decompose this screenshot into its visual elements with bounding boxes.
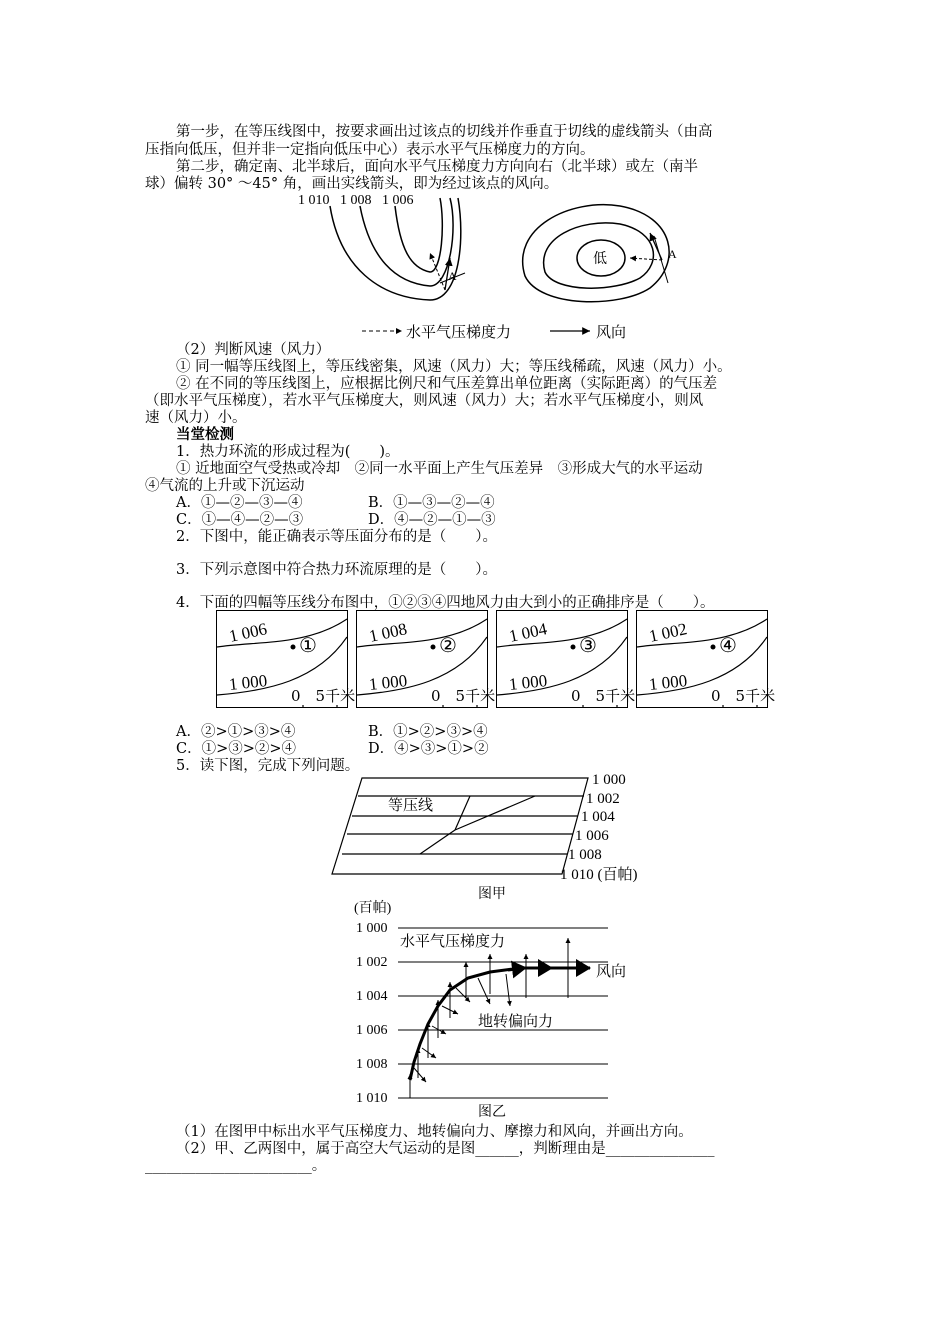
- step1-line2: 压指向低压，但并非一定指向低压中心）表示水平气压梯度力的方向。: [145, 142, 595, 158]
- map-top-label: 1 008: [367, 619, 409, 646]
- jia-isobar-1010: 1 010 (百帕): [560, 867, 638, 883]
- q1: 1．热力环流的形成过程为( )。: [176, 444, 400, 460]
- q1-option-b: B．①—③—②—④: [368, 495, 495, 511]
- s2-title: （2）判断风速（风力）: [176, 342, 331, 358]
- q1-option-a: A．①—②—③—④: [176, 495, 303, 511]
- yi-label-wind: 风向: [596, 964, 627, 980]
- jia-isobar-1002: 1 002: [586, 791, 620, 807]
- map-scale-label: 0 5千米: [431, 687, 496, 705]
- map-point-label: ③: [579, 633, 597, 657]
- q2: 2．下图中，能正确表示等压面分布的是（ ）。: [176, 529, 497, 545]
- q4-option-a: A．②>①>③>④: [176, 724, 296, 740]
- q3: 3．下列示意图中符合热力环流原理的是（ ）。: [176, 562, 497, 578]
- yi-label-coriolis: 地转偏向力: [478, 1014, 554, 1030]
- figure-yi: [350, 898, 630, 1120]
- map-point-label: ④: [719, 633, 737, 657]
- yi-ylabel-1000: 1 000: [356, 921, 388, 936]
- low-label: 低: [593, 252, 607, 267]
- q5-1: （1）在图甲中标出水平气压梯度力、地转偏向力、摩擦力和风向，并画出方向。: [176, 1124, 693, 1140]
- point-a-label-1: A: [448, 269, 457, 283]
- q4-option-d: D．④>③>①>②: [368, 741, 489, 757]
- q5-3: _______________________。: [145, 1158, 327, 1174]
- map-top-label: 1 002: [647, 619, 689, 646]
- q4-option-c: C．①>③>②>④: [176, 741, 297, 757]
- map-scale-label: 0 5千米: [711, 687, 776, 705]
- q1-items-line2: ④气流的上升或下沉运动: [145, 478, 305, 494]
- map-bottom-label: 1 000: [228, 671, 269, 694]
- yi-ylabel-1002: 1 002: [356, 955, 388, 970]
- map-scale-label: 0 5千米: [291, 687, 356, 705]
- q1-option-c: C．①—④—②—③: [176, 512, 304, 528]
- step2-line2: 球）偏转 30° ～45° 角，画出实线箭头，即为经过该点的风向。: [145, 176, 559, 192]
- section-title: 当堂检测: [176, 427, 234, 443]
- q5-2: （2）甲、乙两图中，属于高空大气运动的是图______，判断理由是_______________: [176, 1141, 715, 1157]
- yi-ylabel-1004: 1 004: [356, 989, 388, 1004]
- yi-ylabel-1006: 1 006: [356, 1023, 388, 1038]
- jia-isobar-1008: 1 008: [568, 847, 602, 863]
- jia-isobar-1000: 1 000: [592, 772, 626, 788]
- point-a-label-2: A: [668, 247, 677, 261]
- s2-p2-line3: 速（风力）小。: [145, 410, 247, 426]
- s2-p1: ① 同一幅等压线图上，等压线密集，风速（风力）大；等压线稀疏，风速（风力）小。: [176, 359, 732, 375]
- legend-gradient: 水平气压梯度力: [406, 325, 512, 341]
- yi-ylabel-1008: 1 008: [356, 1057, 388, 1072]
- yi-label-gradient: 水平气压梯度力: [400, 934, 506, 950]
- isobar-wind-figure: [290, 188, 690, 348]
- isobar-map-3: [496, 610, 636, 708]
- yi-unit: (百帕): [354, 901, 392, 916]
- isobar-map-2: [356, 610, 496, 708]
- map-bottom-label: 1 000: [368, 671, 409, 694]
- q4: 4．下面的四幅等压线分布图中，①②③④四地风力由大到小的正确排序是（ ）。: [176, 595, 715, 611]
- isobar-label-1008: 1 008: [340, 193, 372, 208]
- map-point-label: ①: [299, 633, 317, 657]
- map-top-label: 1 006: [227, 619, 269, 646]
- legend-wind: 风向: [596, 325, 627, 341]
- map-scale-label: 0 5千米: [571, 687, 636, 705]
- s2-p2-line1: ② 在不同的等压线图上，应根据比例尺和气压差算出单位距离（实际距离）的气压差: [176, 376, 718, 392]
- s2-p2-line2: （即水平气压梯度），若水平气压梯度大，则风速（风力）大；若水平气压梯度小，则风: [145, 393, 704, 409]
- q1-items-line1: ① 近地面空气受热或冷却 ②同一水平面上产生气压差异 ③形成大气的水平运动: [176, 461, 703, 477]
- isobar-map-1: [216, 610, 356, 708]
- jia-label: 等压线: [388, 798, 434, 814]
- step1-line1: 第一步，在等压线图中，按要求画出过该点的切线并作垂直于切线的虚线箭头（由高: [176, 124, 713, 140]
- yi-caption: 图乙: [478, 1105, 506, 1120]
- yi-ylabel-1010: 1 010: [356, 1091, 388, 1106]
- q5: 5．读下图，完成下列问题。: [176, 758, 360, 774]
- map-bottom-label: 1 000: [648, 671, 689, 694]
- jia-caption: 图甲: [478, 887, 506, 900]
- step2-line1: 第二步，确定南、北半球后，面向水平气压梯度力方向向右（北半球）或左（南半: [176, 159, 698, 175]
- q4-option-b: B．①>②>③>④: [368, 724, 488, 740]
- map-bottom-label: 1 000: [508, 671, 549, 694]
- map-point-label: ②: [439, 633, 457, 657]
- q1-option-d: D．④—②—①—③: [368, 512, 496, 528]
- isobar-map-4: [636, 610, 776, 708]
- map-top-label: 1 004: [507, 619, 549, 646]
- jia-isobar-1004: 1 004: [581, 809, 615, 825]
- jia-isobar-1006: 1 006: [575, 828, 609, 844]
- isobar-label-1006: 1 006: [382, 193, 414, 208]
- isobar-label-1010: 1 010: [298, 193, 330, 208]
- figure-jia: [330, 770, 660, 900]
